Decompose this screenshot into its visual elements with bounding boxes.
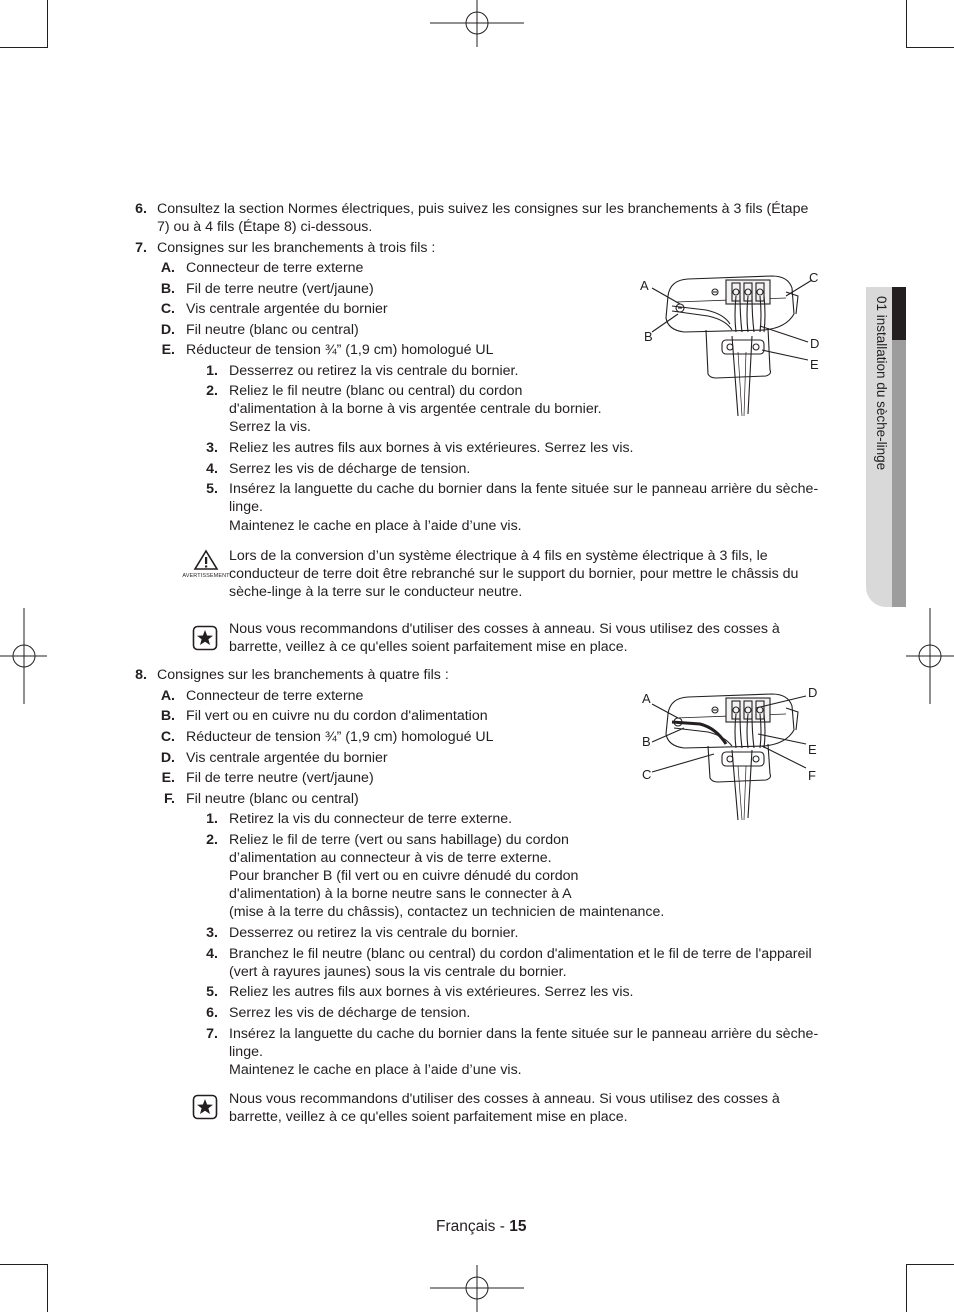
legend-letter: B. <box>160 708 175 724</box>
substep-number: 3. <box>206 440 218 456</box>
page-footer <box>436 1218 526 1236</box>
diagram-label-c: C <box>809 270 819 285</box>
footer-language: Français - <box>436 1218 510 1235</box>
warning-icon <box>186 549 226 575</box>
legend-letter: C. <box>160 729 175 745</box>
legend-letter: E. <box>161 342 175 358</box>
legend-letter: E. <box>161 770 175 786</box>
substep-text: linge. <box>229 499 263 515</box>
substep-text: Insérez la languette du cache du bornier dans la fente située sur le panneau arrière du sèche- <box>229 1026 819 1042</box>
legend-letter: F. <box>163 791 175 807</box>
diagram-label-a: A <box>640 278 649 293</box>
step-6-text: 7) ou à 4 fils (Étape 8) ci-dessous. <box>157 219 373 235</box>
step-7-number: 7. <box>135 240 147 256</box>
legend-letter: A. <box>160 688 175 704</box>
substep-text: Branchez le fil neutre (blanc ou central) du cordon d'alimentation et le fil de terre de l'appareil <box>229 946 812 962</box>
legend-text: Réducteur de tension ¾” (1,9 cm) homologué UL <box>186 342 494 358</box>
diagram-label-d: D <box>810 336 820 351</box>
diagram-label-d: D <box>808 685 818 700</box>
diagram-label-b: B <box>642 734 651 749</box>
step-8-number: 8. <box>135 667 147 683</box>
legend-text: Réducteur de tension ¾” (1,9 cm) homologué UL <box>186 729 494 745</box>
substep-text: Reliez le fil neutre (blanc ou central) du cordon <box>229 383 523 399</box>
substep-text: Desserrez ou retirez la vis centrale du bornier. <box>229 925 519 941</box>
substep-text: d'alimentation) à la borne neutre sans le connecter à A <box>229 886 572 902</box>
legend-letter: D. <box>160 322 175 338</box>
legend-text: Fil neutre (blanc ou central) <box>186 322 359 338</box>
substep-number: 6. <box>206 1005 218 1021</box>
substep-text: Serrez les vis de décharge de tension. <box>229 461 471 477</box>
legend-text: Connecteur de terre externe <box>186 688 364 704</box>
page-number: 15 <box>509 1218 527 1235</box>
substep-number: 2. <box>206 832 218 848</box>
substep-text: Retirez la vis du connecteur de terre externe. <box>229 811 513 827</box>
legend-letter: A. <box>160 260 175 276</box>
substep-text: Pour brancher B (fil vert ou en cuivre dénudé du cordon <box>229 868 579 884</box>
note-star-icon <box>192 625 218 651</box>
substep-text: Serrez les vis de décharge de tension. <box>229 1005 471 1021</box>
terminal-block-4-wire-diagram <box>638 684 828 820</box>
step-8-title: Consignes sur les branchements à quatre fils : <box>157 667 449 683</box>
substep-number: 4. <box>206 946 218 962</box>
substep-number: 2. <box>206 383 218 399</box>
diagram-label-f: F <box>808 768 816 783</box>
legend-text: Vis centrale argentée du bornier <box>186 750 388 766</box>
warning-text: conducteur de terre doit être rebranché sur le support du bornier, pour mettre le châssis du <box>229 566 799 582</box>
legend-letter: C. <box>160 301 175 317</box>
substep-text: d'alimentation à la borne à vis argentée centrale du bornier. <box>229 401 602 417</box>
diagram-label-b: B <box>644 329 653 344</box>
note-text: Nous vous recommandons d'utiliser des cosses à anneau. Si vous utilisez des cosses à <box>229 621 780 637</box>
note-text: Nous vous recommandons d'utiliser des cosses à anneau. Si vous utilisez des cosses à <box>229 1091 780 1107</box>
step-6-number: 6. <box>135 201 147 217</box>
diagram-label-e: E <box>808 742 817 757</box>
note-text: barrette, veillez à ce qu'elles soient parfaitement mise en place. <box>229 1109 628 1125</box>
substep-number: 3. <box>206 925 218 941</box>
diagram-label-a: A <box>642 691 651 706</box>
substep-text: Maintenez le cache en place à l’aide d’une vis. <box>229 518 522 534</box>
substep-text: Reliez les autres fils aux bornes à vis extérieures. Serrez les vis. <box>229 984 634 1000</box>
substep-number: 7. <box>206 1026 218 1042</box>
substep-number: 4. <box>206 461 218 477</box>
diagram-label-e: E <box>810 357 819 372</box>
substep-text: Reliez le fil de terre (vert ou sans habillage) du cordon <box>229 832 569 848</box>
section-tab-bar <box>892 340 906 607</box>
warning-text: sèche-linge à la terre sur le conducteur neutre. <box>229 584 523 600</box>
substep-number: 1. <box>206 363 218 379</box>
diagram-label-c: C <box>642 767 652 782</box>
legend-text: Fil neutre (blanc ou central) <box>186 791 359 807</box>
substep-text: Insérez la languette du cache du bornier dans la fente située sur le panneau arrière du sèche- <box>229 481 819 497</box>
legend-letter: B. <box>160 281 175 297</box>
legend-text: Fil de terre neutre (vert/jaune) <box>186 770 374 786</box>
substep-text: (vert à rayures jaunes) sous la vis centrale du bornier. <box>229 964 567 980</box>
warning-text: Lors de la conversion d’un système électrique à 4 fils en système électrique à 3 fils, le <box>229 548 768 564</box>
substep-number: 5. <box>206 481 218 497</box>
substep-text: Maintenez le cache en place à l’aide d’une vis. <box>229 1062 522 1078</box>
substep-text: Serrez la vis. <box>229 419 311 435</box>
step-7-title: Consignes sur les branchements à trois fils : <box>157 240 436 256</box>
legend-text: Fil vert ou en cuivre nu du cordon d'alimentation <box>186 708 488 724</box>
substep-text: d’alimentation au connecteur à vis de terre externe. <box>229 850 552 866</box>
note-text: barrette, veillez à ce qu'elles soient parfaitement mise en place. <box>229 639 628 655</box>
legend-text: Fil de terre neutre (vert/jaune) <box>186 281 374 297</box>
substep-number: 5. <box>206 984 218 1000</box>
section-tab-marker <box>892 287 906 340</box>
legend-letter: D. <box>160 750 175 766</box>
substep-text: linge. <box>229 1044 263 1060</box>
warning-icon-label: AVERTISSEMENT <box>182 573 230 579</box>
substep-text: (mise à la terre du châssis), contactez un technicien de maintenance. <box>229 904 665 920</box>
terminal-block-3-wire-diagram <box>636 266 826 416</box>
note-star-icon <box>192 1094 218 1120</box>
step-6-text: Consultez la section Normes électriques, puis suivez les consignes sur les branchements à 3 fils (Étape <box>157 201 809 217</box>
substep-text: Reliez les autres fils aux bornes à vis extérieures. Serrez les vis. <box>229 440 634 456</box>
substep-text: Desserrez ou retirez la vis centrale du bornier. <box>229 363 519 379</box>
substep-number: 1. <box>206 811 218 827</box>
legend-text: Vis centrale argentée du bornier <box>186 301 388 317</box>
legend-text: Connecteur de terre externe <box>186 260 364 276</box>
section-tab-label: 01 installation du sèche-linge <box>874 296 889 471</box>
